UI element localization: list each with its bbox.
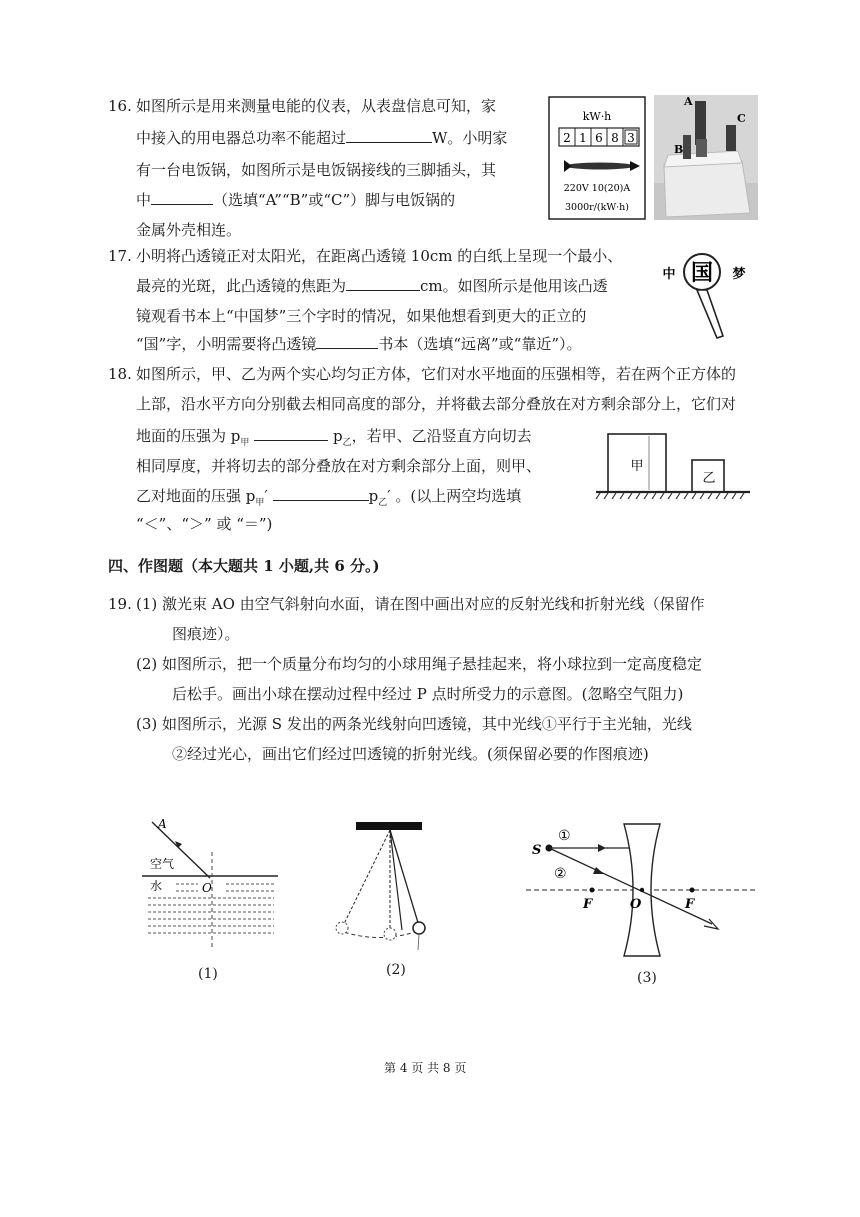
q17-line-2: [136, 276, 608, 296]
fig-3-caption: (3): [637, 970, 657, 986]
fig-2-caption: (2): [386, 962, 406, 978]
q16-blank-pin[interactable]: [151, 190, 213, 205]
q17-line-4: [136, 334, 582, 354]
q17-line-2b: cm。如图所示是他用该凸透: [420, 277, 608, 295]
q19-number: 19.: [108, 595, 132, 613]
concave-lens-figure[interactable]: [526, 816, 758, 966]
meter-digit-5: 3: [627, 131, 635, 145]
q17-line-4a: “国”字，小明需要将凸透镜: [136, 335, 317, 353]
meter-constant: 3000r/(kW·h): [565, 202, 629, 213]
label-a: A: [158, 817, 167, 831]
q19-part-3-line-a: (3) 如图所示，光源 S 发出的两条光线射向凹透镜，其中光线①平行于主光轴，光线: [136, 715, 692, 733]
q16-line-4: [136, 190, 455, 210]
q18-line-3c: ，若甲、乙沿竖直方向切去: [351, 427, 532, 445]
meter-digit-2: 1: [579, 131, 587, 145]
q19-part-2-line-a: (2) 如图所示，把一个质量分布均匀的小球用绳子悬挂起来，将小球拉到一定高度稳定: [136, 655, 703, 673]
q18-sub-jia-1: 甲: [240, 438, 250, 448]
label-o: O: [202, 881, 212, 895]
q16-line-2a: 中接入的用电器总功率不能超过: [136, 129, 347, 147]
q18-line-3a: 地面的压强为 p: [136, 427, 241, 445]
q19-part-1-line-a: (1) 激光束 AO 由空气斜射向水面，请在图中画出对应的反射光线和折射光线（保留作: [136, 595, 705, 613]
meter-unit: kW·h: [582, 110, 612, 123]
q18-sub-yi-1: 乙: [342, 438, 352, 448]
q16-number: 16.: [108, 97, 132, 115]
q16-blank-power[interactable]: [346, 128, 432, 143]
q17-line-4b: 书本（选填“远离”或“靠近”）。: [378, 335, 582, 353]
q18-line-2: 上部，沿水平方向分别截去相同高度的部分，并将截去部分叠放在对方剩余部分上，它们对: [136, 395, 737, 413]
optical-center-icon: [640, 888, 644, 892]
pendulum-figure[interactable]: [322, 818, 472, 958]
page-footer: 第 4 页 共 8 页: [384, 1061, 467, 1075]
cubes-figure: [594, 430, 754, 504]
focus-left-icon: [590, 888, 595, 893]
q17-line-3: 镜观看书本上“中国梦”三个字时的情况，如果他想看到更大的正立的: [136, 307, 587, 325]
q16-line-4b: （选填“A”“B”或“C”）脚与电饭锅的: [213, 191, 456, 209]
plug-label-a: A: [684, 95, 693, 108]
meter-digit-3: 6: [595, 131, 603, 145]
label-f-right: F: [685, 897, 695, 912]
magnifier-handle-icon: [697, 290, 723, 338]
label-water: 水: [150, 879, 163, 893]
q18-number: 18.: [108, 365, 132, 383]
fig-1-caption: (1): [198, 966, 218, 982]
label-f-left: F: [583, 897, 593, 912]
ray-1-label: ①: [558, 828, 571, 844]
q16-line-5: 金属外壳相连。: [136, 221, 242, 239]
q19-part-2-line-b: 后松手。画出小球在摆动过程中经过 P 点时所受力的示意图。(忽略空气阻力): [172, 685, 684, 703]
plug-label-c: C: [737, 112, 746, 125]
q18-prime-1: ′: [264, 487, 268, 505]
three-pin-plug-photo: [654, 95, 758, 220]
q19-part-1-line-b: 图痕迹）。: [172, 625, 240, 643]
magnifier-char-left: 中: [662, 267, 676, 282]
q16-line-3: 有一台电饭锅，如图所示是电饭锅接线的三脚插头，其: [136, 161, 497, 179]
magnifier-char-right: 梦: [732, 267, 746, 282]
q18-line-5a: 乙对地面的压强 p: [136, 487, 256, 505]
q18-line-6: “＜”、“＞” 或 “＝”): [136, 515, 273, 533]
q17-number: 17.: [108, 247, 132, 265]
meter-digit-4: 8: [611, 131, 619, 145]
q17-blank-focal[interactable]: [346, 276, 420, 291]
q16-line-1: 如图所示是用来测量电能的仪表，从表盘信息可知，家: [136, 97, 497, 115]
label-o3: O: [630, 897, 642, 912]
cube-jia-label: 甲: [630, 459, 644, 474]
pendulum-ball: [413, 922, 425, 934]
q18-line-5b: p: [368, 487, 379, 505]
section-4-title: 四、作图题（本大题共 1 小题,共 6 分。): [108, 557, 380, 575]
cube-yi-label: 乙: [702, 471, 716, 486]
ray-2-label: ②: [554, 866, 567, 882]
pendulum-support: [356, 822, 422, 830]
q16-line-4a: 中: [136, 191, 152, 209]
q17-line-1: 小明将凸透镜正对太阳光，在距离凸透镜 10cm 的白纸上呈现一个最小、: [136, 247, 623, 265]
q16-line-2: [136, 128, 507, 148]
q18-line-1: 如图所示，甲、乙为两个实心均匀正方体，它们对水平地面的压强相等，若在两个正方体的: [136, 365, 737, 383]
magnifier-char-center: 国: [690, 260, 714, 286]
magnifier-figure: [655, 252, 755, 342]
q16-line-2b: W。小明家: [432, 129, 508, 147]
q18-line-3: [136, 426, 532, 453]
q18-sub-yi-2: 乙: [378, 498, 388, 508]
q18-line-4: 相同厚度，并将切去的部分叠放在对方剩余部分上面，则甲、: [136, 457, 542, 475]
electricity-meter-figure: [548, 96, 646, 220]
refraction-figure[interactable]: [142, 812, 278, 952]
q18-line-3b: p: [332, 427, 343, 445]
q18-line-5: [136, 486, 521, 513]
q17-blank-direction[interactable]: [316, 334, 378, 349]
label-s: S: [532, 843, 542, 858]
label-air: 空气: [150, 857, 175, 871]
meter-rating: 220V 10(20)A: [563, 183, 631, 194]
plug-label-b: B: [674, 143, 684, 156]
q18-line-5c: ′ 。(以上两空均选填: [387, 487, 522, 505]
q19-part-3-line-b: ②经过光心，画出它们经过凹透镜的折射光线。(须保留必要的作图痕迹): [172, 745, 649, 763]
q18-blank-pressure-1[interactable]: [254, 426, 328, 441]
q17-line-2a: 最亮的光斑，此凸透镜的焦距为: [136, 277, 347, 295]
focus-right-icon: [690, 888, 695, 893]
q18-sub-jia-2: 甲: [255, 498, 265, 508]
ground-hatch-icon: [596, 493, 744, 499]
q18-blank-pressure-2[interactable]: [273, 486, 369, 501]
meter-digit-1: 2: [563, 131, 571, 145]
